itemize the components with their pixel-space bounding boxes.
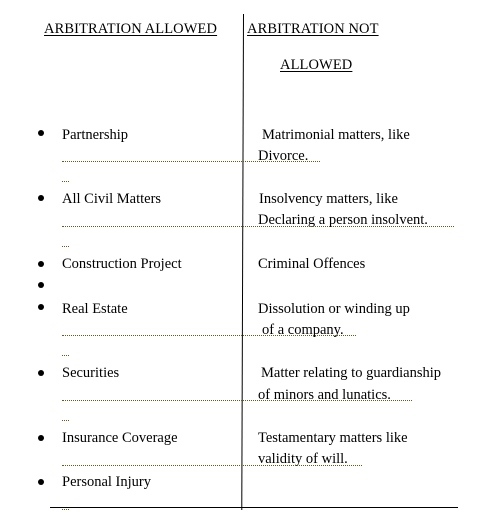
not-allowed-item-matrimonial-line1: Matrimonial matters, like xyxy=(262,127,410,143)
bullet-icon xyxy=(38,261,44,267)
not-allowed-item-dissolution-line1: Dissolution or winding up xyxy=(258,301,410,317)
dotted-underline xyxy=(62,161,320,162)
allowed-item-real-estate: Real Estate xyxy=(62,301,128,317)
bullet-icon xyxy=(38,435,44,441)
not-allowed-item-testamentary-line2: validity of will. xyxy=(258,451,348,467)
bullet-icon xyxy=(38,195,44,201)
bullet-icon xyxy=(38,130,44,136)
allowed-item-partnership: Partnership xyxy=(62,127,129,143)
allowed-item-insurance-coverage: Insurance Coverage xyxy=(62,430,178,446)
not-allowed-item-guardianship-line1: Matter relating to guardianship xyxy=(261,365,441,381)
not-allowed-item-testamentary-line1: Testamentary matters like xyxy=(258,430,408,446)
allowed-item-civil-matters: All Civil Matters xyxy=(62,191,162,207)
dotted-underline xyxy=(62,226,454,227)
bullet-icon xyxy=(38,282,44,288)
not-allowed-item-matrimonial-line2: Divorce. xyxy=(258,148,309,164)
bottom-rule xyxy=(50,507,458,508)
dotted-underline xyxy=(62,420,69,421)
not-allowed-item-guardianship-line2: of minors and lunatics. xyxy=(258,387,391,403)
bullet-icon xyxy=(38,304,44,310)
header-arbitration-not-allowed-line2: ALLOWED xyxy=(280,57,353,73)
column-divider xyxy=(241,14,244,510)
not-allowed-item-dissolution-line2: of a company. xyxy=(262,322,344,338)
not-allowed-item-insolvency-line1: Insolvency matters, like xyxy=(259,191,398,207)
header-arbitration-allowed: ARBITRATION ALLOWED xyxy=(44,21,218,37)
allowed-item-securities: Securities xyxy=(62,365,120,381)
not-allowed-item-insolvency-line2: Declaring a person insolvent. xyxy=(258,212,428,228)
not-allowed-item-criminal-offences: Criminal Offences xyxy=(258,256,366,272)
bullet-icon xyxy=(38,479,44,485)
header-arbitration-not-allowed-line1: ARBITRATION NOT xyxy=(247,21,379,37)
dotted-underline xyxy=(62,355,69,356)
allowed-item-personal-injury: Personal Injury xyxy=(62,474,151,490)
dotted-underline xyxy=(62,465,362,466)
dotted-underline xyxy=(62,509,69,510)
bullet-icon xyxy=(38,370,44,376)
dotted-underline xyxy=(62,246,69,247)
dotted-underline xyxy=(62,400,412,401)
dotted-underline xyxy=(62,181,69,182)
dotted-underline xyxy=(62,335,356,336)
allowed-item-construction-project: Construction Project xyxy=(62,256,182,272)
